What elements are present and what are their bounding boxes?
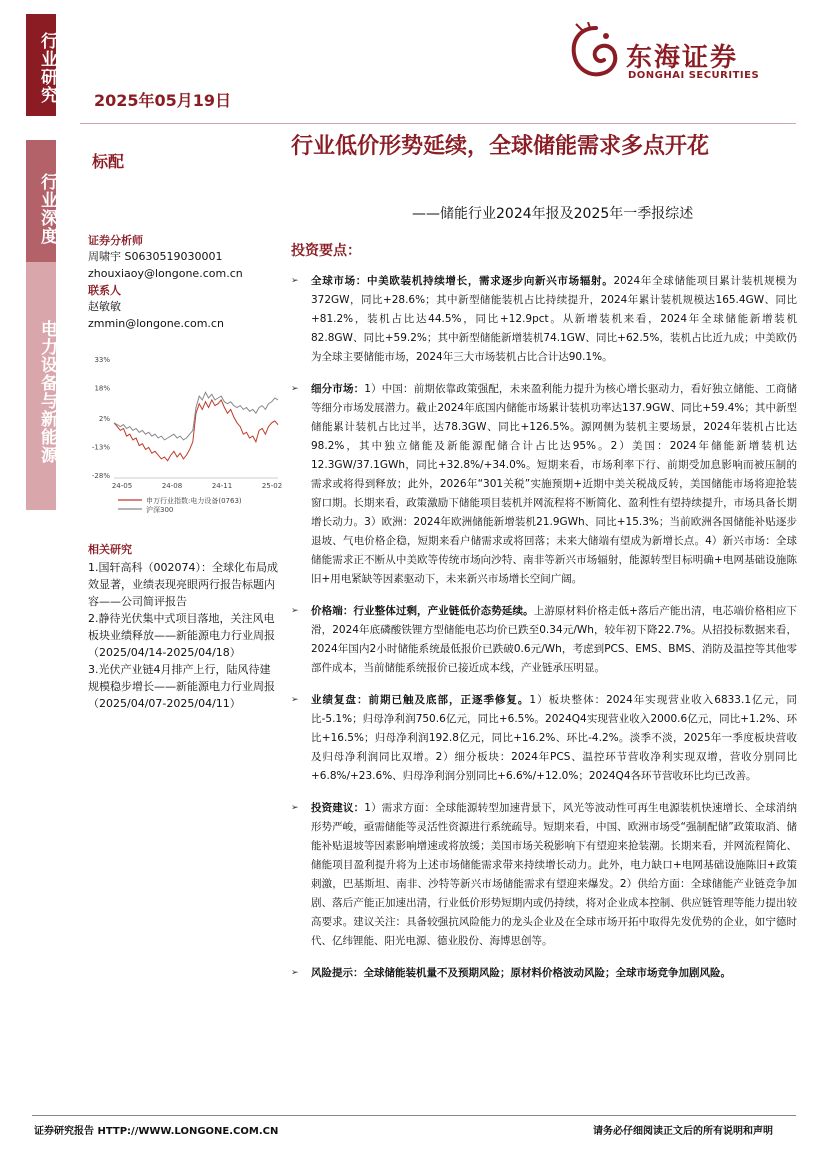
bullet-global-market: ➢ 全球市场：中美欧装机持续增长，需求逐步向新兴市场辐射。2024年全球储能项目累计装机规模为372GW，同比+28.6%；其中新型储能装机占比持续提升，2024年累计装机规模达165.4GW、同比+81.2%，装机占比达44.5%，同比+12.9pct。从新增装机来看，2024年全球储能新增装机82.8GW、同比+59.2%；其中新型储能新增装机74.1GW、同比+62.5%，装机占比近九成；中美欧仍为全球主要储能市场，2024年三大市场装机占比合计达90.1%。 — [291, 272, 797, 367]
logo-text-cn: 东海证券 — [626, 43, 739, 73]
y-tick-label: 18% — [94, 384, 110, 393]
header-divider — [80, 123, 796, 124]
invest-points — [291, 272, 797, 996]
legend-label: 申万行业指数:电力设备(0763) — [146, 497, 242, 505]
related-item[interactable]: 1.国轩高科（002074）：全球化布局成效显著，业绩表现亮眼两行报告标题内容——公司简评报告 — [88, 561, 278, 608]
analyst-email[interactable]: zhouxiaoy@longone.com.cn — [88, 267, 243, 280]
x-tick-label: 25-02 — [261, 482, 282, 490]
footer-left[interactable]: 证券研究报告 HTTP://WWW.LONGONE.COM.CN — [34, 1126, 279, 1137]
y-tick-label: 33% — [94, 356, 110, 364]
footer-divider — [32, 1115, 796, 1116]
footer-right: 请务必仔细阅读正文后的所有说明和声明 — [593, 1126, 773, 1137]
related-label: 相关研究 — [88, 543, 132, 556]
related-research — [88, 541, 278, 712]
tag-industry-depth: 行业深度 — [26, 140, 56, 268]
logo-text-en: DONGHAI SECURITIES — [628, 70, 760, 81]
bullet-investment-advice: ➢ 投资建议：1）需求方面：全球能源转型加速背景下，风光等波动性可再生电源装机快速增长、全球消纳形势严峻，亟需储能等灵活性资源进行系统疏导。短期来看，中国、欧洲市场受“强制配储”政策取消、储能补贴退坡等因素影响增速或将放缓；美国市场关税影响下有望迎来抢装潮。长期来看，并网流程简化、储能项目盈利提升将为上述市场储能需求带来持续增长动力。此外，电力缺口+电网基础设施陈旧+政策刺激，巴基斯坦、南非、沙特等新兴市场储能需求有望迎来爆发。2）供给方面：全球储能产业链竞争加剧、落后产能正加速出清，行业低价形势短期内或仍持续，将对企业成本控制、供应链管理等能力提出较高要求。建议关注：具备较强抗风险能力的龙头企业及在全球市场开拓中取得先发优势的企业，如宁德时代、亿纬锂能、阳光电源、德业股份、海博思创等。 — [291, 799, 797, 951]
related-item[interactable]: 2.静待光伏集中式项目落地，关注风电板块业绩释放——新能源电力行业周报（2025/04/14-2025/04/18） — [88, 612, 275, 659]
legend-label: 沪深300 — [146, 506, 174, 514]
x-tick-label: 24-11 — [211, 482, 233, 490]
analyst-name: 周啸宇 S0630519030001 — [88, 250, 223, 263]
industry-rating: 标配 — [92, 152, 125, 171]
y-tick-label: -13% — [91, 443, 110, 452]
tag-sector: 电力设备与新能源 — [26, 262, 56, 510]
report-date: 2025年05月19日 — [94, 91, 232, 110]
bullet-segment-market: ➢ 细分市场：1）中国：前期依靠政策强配，未来盈利能力提升为核心增长驱动力，看好独立储能、工商储等细分市场发展潜力。截止2024年底国内储能市场累计装机功率达137.9GW、同比+59.4%；其中新型储能累计装机占比过半，达78.3GW、同比+126.5%。源网侧为装机主要场景，2024年装机占比达98.2%，其中独立储能及新能源配储合计占比达95%。2）美国：2024年储能新增装机达12.3GW/37.1GWh，同比+32.8%/+34.0%。短期来看，市场利率下行、前期受加息影响而被压制的需求或将得到释放；此外，2026年“301关税”实施预期+近期中美关税战反转，美国储能市场将迎抢装窗口期。长期来看，政策激励下储能项目装机并网流程将不断简化、盈利性有望持续提升，市场具备长期增长动力。3）欧洲：2024年欧洲储能新增装机21.9GWh、同比+15.3%；当前欧洲各国储能补贴逐步退坡、气电价格企稳，短期来看户储需求或将回落；未来大储端有望成为新增长点。4）新兴市场：全球储能需求正不断从中美欧等传统市场向沙特、南非等新兴市场辐射，能源转型目标明确+电网基础设施陈旧+用电紧缺等因素驱动下，未来新兴市场增长空间广阔。 — [291, 380, 797, 589]
analyst-label: 证券分析师 — [88, 234, 143, 247]
report-subtitle: ——储能行业2024年报及2025年一季报综述 — [412, 206, 694, 222]
logo-dragon-icon — [566, 22, 626, 84]
x-tick-label: 24-05 — [111, 482, 133, 490]
arrow-icon: ➢ — [291, 695, 299, 705]
y-tick-label: 2% — [98, 414, 110, 423]
related-item[interactable]: 3.光伏产业链4月排产上行，陆风待建规模稳步增长——新能源电力行业周报（2025/04/07-2025/04/11） — [88, 663, 275, 710]
performance-chart — [86, 350, 282, 525]
y-tick-label: -28% — [91, 472, 110, 480]
arrow-icon: ➢ — [291, 606, 299, 616]
arrow-icon: ➢ — [291, 384, 299, 394]
contact-label: 联系人 — [88, 284, 121, 297]
x-tick-label: 24-08 — [161, 482, 183, 490]
contact-email[interactable]: zmmin@longone.com.cn — [88, 317, 224, 330]
arrow-icon: ➢ — [291, 968, 299, 978]
tag-industry-research: 行业研究 — [26, 14, 56, 116]
bullet-risk: ➢ 风险提示：全球储能装机量不及预期风险；原材料价格波动风险；全球市场竞争加剧风险。 — [291, 964, 797, 983]
analyst-block — [88, 232, 288, 332]
arrow-icon: ➢ — [291, 803, 299, 813]
report-title: 行业低价形势延续，全球储能需求多点开花 — [291, 134, 710, 159]
bullet-performance: ➢ 业绩复盘：前期已触及底部，正逐季修复。1）板块整体：2024年实现营业收入6833.1亿元，同比-5.1%；归母净利润750.6亿元，同比+6.5%。2024Q4实现营业收入2000.6亿元，同比+1.2%、环比+16.5%；归母净利润192.8亿元，同比+16.2%、环比-4.2%。淡季不淡，2025年一季度板块营收及归母净利润同比双增。2）细分板块：2024年PCS、温控环节营收净利实现双增，营收分别同比+6.8%/+23.6%、归母净利润分别同比+6.6%/+12.0%；2024Q4各环节营收环比均已改善。 — [291, 691, 797, 786]
invest-points-title: 投资要点： — [291, 243, 361, 259]
arrow-icon: ➢ — [291, 276, 299, 286]
bullet-price: ➢ 价格端：行业整体过剩，产业链低价态势延续。上游原材料价格走低+落后产能出清，电芯端价格相应下滑，2024年底磷酸铁锂方型储能电芯均价已跌至0.34元/Wh，较年初下降22.7%。从招投标数据来看，2024年国内2小时储能系统最低报价已跌破0.6元/Wh，考虑到PCS、EMS、BMS、消防及温控等其他零部件成本，当前储能系统报价已接近成本线，产业链承压明显。 — [291, 602, 797, 678]
contact-name: 赵敏敏 — [88, 300, 121, 313]
